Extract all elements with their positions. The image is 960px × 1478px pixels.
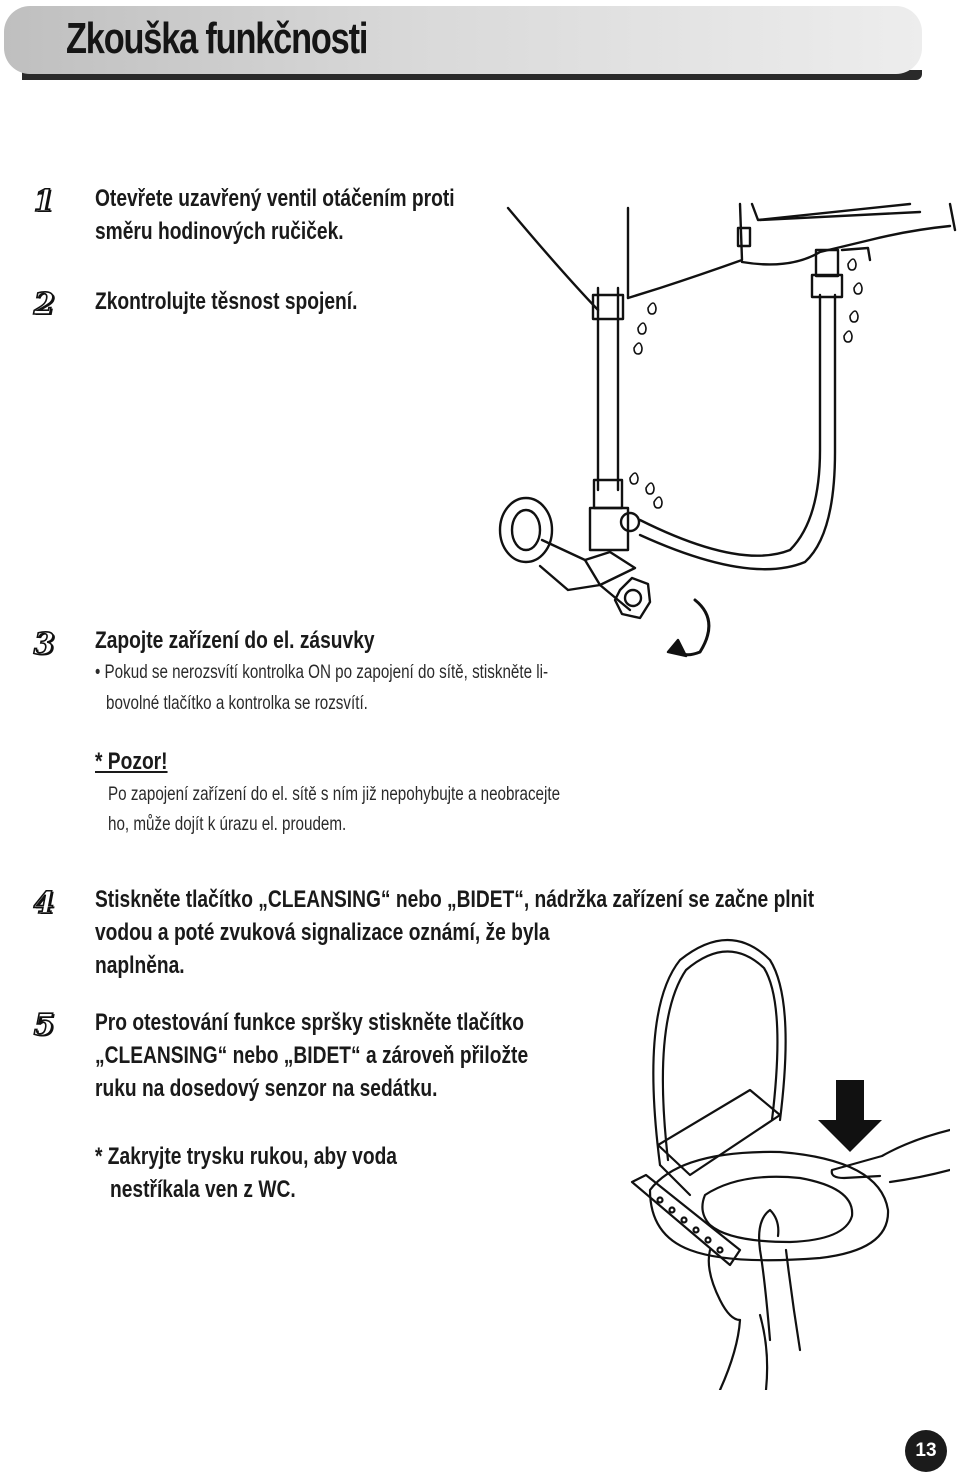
warning-line-1: Po zapojení zařízení do el. sítě s ním již nepohybujte a neobracejte bbox=[108, 784, 561, 805]
step-3-line-1: Zapojte zařízení do el. zásuvky bbox=[95, 627, 375, 654]
page-number-badge: 13 bbox=[905, 1430, 947, 1472]
warning-title: * Pozor! bbox=[95, 748, 168, 775]
step-1-line-2: směru hodinových ručiček. bbox=[95, 218, 344, 245]
step-4-line-3: naplněna. bbox=[95, 952, 185, 979]
step-1-line-1: Otevřete uzavřený ventil otáčením proti bbox=[95, 185, 455, 212]
toilet-seat-illustration bbox=[620, 920, 950, 1390]
step-5-note-line-1: * Zakryjte trysku rukou, aby voda bbox=[95, 1143, 397, 1170]
valve-hose-illustration bbox=[490, 190, 960, 670]
step-number-5: 5 bbox=[33, 1008, 55, 1043]
step-5-line-2: „CLEANSING“ nebo „BIDET“ a zároveň přiložte bbox=[95, 1042, 529, 1069]
step-4-line-2: vodou a poté zvuková signalizace oznámí, že byla bbox=[95, 919, 550, 946]
press-arrow-icon bbox=[818, 1080, 882, 1152]
warning-line-2: ho, může dojít k úrazu el. proudem. bbox=[108, 814, 347, 835]
step-5-note-line-2: nestříkala ven z WC. bbox=[110, 1176, 296, 1203]
step-2-line-1: Zkontrolujte těsnost spojení. bbox=[95, 288, 358, 315]
step-3-bullet-line-2: bovolné tlačítko a kontrolka se rozsvítí. bbox=[106, 693, 368, 714]
step-number-4: 4 bbox=[33, 886, 55, 921]
step-number-3: 3 bbox=[33, 627, 55, 662]
page-title: Zkouška funkčnosti bbox=[66, 14, 368, 63]
step-5-line-1: Pro otestování funkce spršky stiskněte tlačítko bbox=[95, 1009, 524, 1036]
step-5-line-3: ruku na dosedový senzor na sedátku. bbox=[95, 1075, 438, 1102]
step-number-2: 2 bbox=[33, 287, 55, 322]
step-4-line-1: Stiskněte tlačítko „CLEANSING“ nebo „BIDET“, nádržka zařízení se začne plnit bbox=[95, 886, 815, 913]
step-number-1: 1 bbox=[33, 184, 55, 219]
step-3-bullet-line-1: • Pokud se nerozsvítí kontrolka ON po zapojení do sítě, stiskněte li- bbox=[95, 662, 549, 683]
